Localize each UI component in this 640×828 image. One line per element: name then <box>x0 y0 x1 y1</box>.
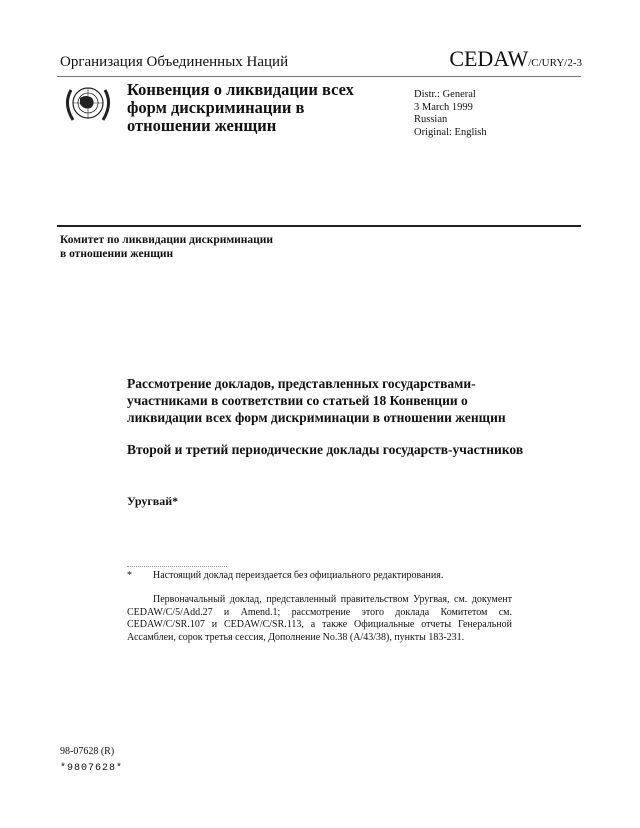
organization-name: Организация Объединенных Наций <box>60 54 289 70</box>
footnote-text: Настоящий доклад переиздается без официального редактирования. <box>153 570 444 581</box>
main-title: Рассмотрение докладов, представленных государствами-участниками в соответствии со статьей 18 Конвенции о ликвидации всех форм дискриминации в отношении женщин <box>127 376 506 425</box>
original-language-line: Original: English <box>414 126 487 138</box>
symbol-main: CEDAW <box>449 46 529 71</box>
title-line: Конвенция о ликвидации всех <box>127 80 354 99</box>
title-line: отношении женщин <box>127 116 277 135</box>
section-rule <box>57 225 581 227</box>
footnote-paragraph: Первоначальный доклад, представленный правительством Уругвая, см. документ CEDAW/C/5/Add.27 и Amend.1; рассмотрение этого доклада Комитетом см. CEDAW/C/SR.107 и CEDAW/C/SR.113, а также Официальные отчеты Генеральной Ассамблеи, сорок третья сессия, Дополнение No.38 (A/43/38), пункты 183-231. <box>127 594 512 643</box>
convention-title <box>127 81 387 135</box>
subtitle: Второй и третий периодические доклады государств-участников <box>127 442 524 457</box>
barcode: *9807628* <box>60 763 124 774</box>
distribution-info <box>414 89 487 139</box>
distribution-line: Distr.: General <box>414 89 476 100</box>
country-name: Уругвай* <box>127 494 179 508</box>
committee-line: Комитет по ликвидации дискриминации <box>60 234 274 246</box>
date-line: 3 March 1999 <box>414 101 473 113</box>
document-symbol <box>449 46 582 72</box>
title-line: форм дискриминации в <box>127 98 305 117</box>
footnote-separator <box>127 566 227 567</box>
committee-line: в отношении женщин <box>60 248 174 260</box>
footnote-mark: * <box>127 570 132 581</box>
job-number: 98-07628 (R) <box>60 746 115 757</box>
header-rule <box>57 76 581 77</box>
footnote <box>127 570 512 581</box>
language-line: Russian <box>414 114 448 125</box>
symbol-suffix: /C/URY/2-3 <box>528 57 582 69</box>
committee-name <box>60 233 340 261</box>
un-emblem-icon <box>62 80 114 128</box>
